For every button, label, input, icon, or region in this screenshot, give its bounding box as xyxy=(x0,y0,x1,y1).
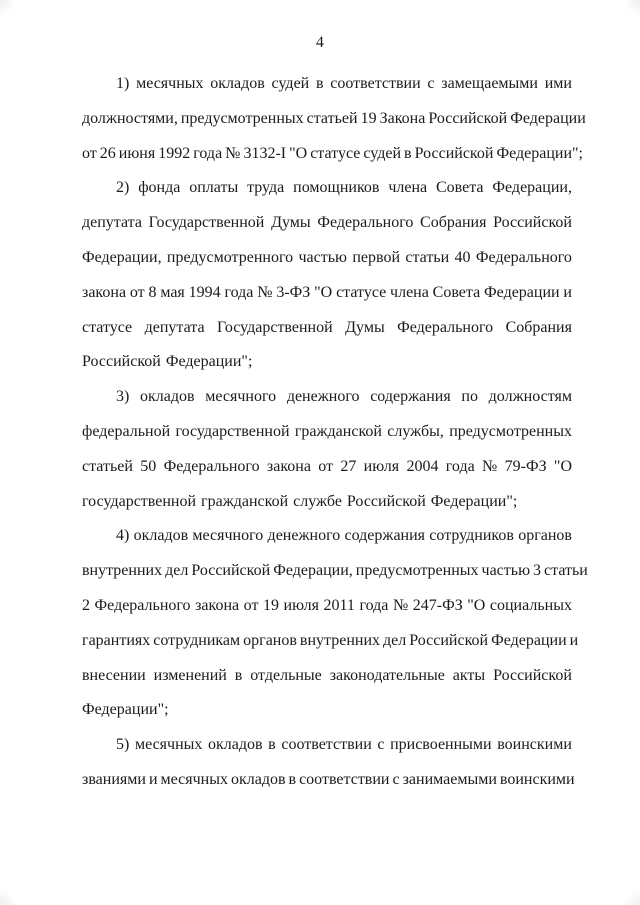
word: Федерального xyxy=(397,318,494,336)
word: 4) xyxy=(116,527,130,545)
word: соответствии xyxy=(299,770,390,788)
word: 3-ФЗ xyxy=(276,283,311,301)
word: от xyxy=(318,457,334,475)
word: Федерального xyxy=(475,248,572,266)
word: дел xyxy=(165,562,189,580)
word: Российской xyxy=(191,562,271,580)
word: в xyxy=(234,666,243,684)
word: статьи xyxy=(405,248,450,266)
word: года xyxy=(359,596,389,614)
word: Федерации xyxy=(510,109,586,127)
word: № xyxy=(225,144,241,162)
text-line xyxy=(82,311,572,346)
word: депутата xyxy=(144,318,205,336)
word: и xyxy=(148,770,158,788)
word: 2 xyxy=(82,596,90,614)
word: окладов xyxy=(230,770,286,788)
word: присвоенными xyxy=(390,736,492,754)
word: и xyxy=(569,631,579,649)
text-line xyxy=(82,450,572,485)
word: изменений xyxy=(153,666,227,684)
word: Федерации"; xyxy=(496,144,583,162)
word: содержания xyxy=(370,388,451,406)
word: месячных xyxy=(160,770,228,788)
word: Думы xyxy=(345,318,385,336)
word: 1) xyxy=(116,75,130,92)
word: 3) xyxy=(116,388,130,406)
word: внесении xyxy=(82,666,146,684)
word: в xyxy=(268,736,276,754)
word: в xyxy=(288,770,297,788)
word: Думы xyxy=(271,214,311,232)
word: месячного xyxy=(205,388,277,406)
word: внутренних xyxy=(82,562,163,580)
word: "О xyxy=(553,457,572,475)
word: 27 xyxy=(340,457,357,475)
word: Федерального xyxy=(317,214,414,232)
text-line: Федерации"; xyxy=(82,701,169,719)
word: 8 xyxy=(148,283,157,301)
word: 247-ФЗ xyxy=(412,596,463,614)
word: занимаемыми xyxy=(402,770,497,788)
word: предусмотренного xyxy=(166,248,294,266)
text-line xyxy=(82,659,572,694)
word: воинскими xyxy=(497,736,572,754)
text-line xyxy=(82,763,575,798)
word: первой xyxy=(352,248,400,266)
word: окладов xyxy=(133,527,189,545)
word: Российской xyxy=(493,214,572,232)
word: ими xyxy=(544,75,572,92)
word: отдельные xyxy=(250,666,322,684)
text-line: Российской Федерации"; xyxy=(82,353,253,371)
word: 50 xyxy=(140,457,157,475)
text-line xyxy=(82,276,572,311)
word: члена xyxy=(390,283,429,301)
word: Собрания xyxy=(420,214,487,232)
word: 19 xyxy=(360,109,377,127)
word: Закона xyxy=(379,109,426,127)
word: № xyxy=(257,283,273,301)
text-line xyxy=(82,415,572,450)
word: 5) xyxy=(116,736,130,754)
word: окладов xyxy=(210,75,265,92)
word: 19 xyxy=(262,596,279,614)
word: судей xyxy=(363,144,402,162)
word: года xyxy=(445,457,475,475)
page-number: 4 xyxy=(315,34,325,51)
word: 3 xyxy=(533,562,542,580)
word: депутата xyxy=(82,214,142,232)
word: дел xyxy=(383,631,407,649)
word: № xyxy=(482,457,498,475)
word: в xyxy=(404,144,412,162)
word: соответствии xyxy=(281,736,372,754)
text-line xyxy=(82,171,572,206)
word: Федерации, xyxy=(492,179,572,197)
word: 2011 xyxy=(323,596,355,614)
word: Государственной xyxy=(216,318,333,336)
word: 26 xyxy=(99,144,116,162)
word: статьей xyxy=(82,457,133,475)
word: "О xyxy=(314,283,333,301)
word: частью xyxy=(481,562,531,580)
word: в xyxy=(315,75,324,92)
word: Государственной xyxy=(148,214,265,232)
word: года xyxy=(193,144,223,162)
text-line: государственной гражданской службе Российской Федерации"; xyxy=(82,492,518,510)
word: органов xyxy=(243,631,297,649)
word: социальных xyxy=(489,596,572,614)
word: от xyxy=(129,283,145,301)
word: предусмотренных xyxy=(449,422,572,440)
word: предусмотренных xyxy=(355,562,479,580)
word: сотрудников xyxy=(429,527,514,545)
word: Федерального xyxy=(94,596,191,614)
word: воинскими xyxy=(499,770,575,788)
word: Российской xyxy=(428,109,508,127)
word: статусе xyxy=(82,318,133,336)
word: фонда xyxy=(138,179,181,197)
text-line xyxy=(82,589,572,624)
document-body xyxy=(0,67,640,798)
word: окладов xyxy=(140,388,195,406)
word: законодательные xyxy=(329,666,445,684)
word: замещаемыми xyxy=(441,75,538,92)
text-line xyxy=(82,519,572,554)
word: Совета xyxy=(436,179,484,197)
word: члена xyxy=(388,179,428,197)
word: 79-ФЗ xyxy=(504,457,547,475)
text-line xyxy=(82,137,583,172)
word: № xyxy=(392,596,409,614)
word: содержания xyxy=(344,527,426,545)
word: "О xyxy=(467,596,486,614)
word: статьи xyxy=(544,562,588,580)
word: частью xyxy=(298,248,347,266)
word: Федерации xyxy=(484,283,560,301)
word: 2) xyxy=(116,179,130,197)
word: акты xyxy=(452,666,486,684)
word: Российской xyxy=(493,666,572,684)
word: судей xyxy=(271,75,310,92)
word: Российской xyxy=(409,631,489,649)
word: государственной xyxy=(175,422,290,440)
word: 3132-I xyxy=(243,144,287,162)
word: внутренних xyxy=(299,631,381,649)
text-line xyxy=(82,728,572,763)
word: от xyxy=(243,596,259,614)
word: федеральной xyxy=(82,422,171,440)
text-line xyxy=(82,624,579,659)
word: службы, xyxy=(387,422,444,440)
word: званиями xyxy=(82,770,146,788)
word: закона xyxy=(82,283,127,301)
word: июня xyxy=(118,144,156,162)
word: июля xyxy=(283,596,319,614)
word: должностям xyxy=(488,388,572,406)
word: денежного xyxy=(267,527,341,545)
word: Федерации, xyxy=(273,562,353,580)
word: по xyxy=(461,388,478,406)
word: труда xyxy=(247,179,285,197)
text-line xyxy=(82,241,572,276)
word: статьей xyxy=(306,109,358,127)
word: Российской xyxy=(414,144,494,162)
word: окладов xyxy=(208,736,263,754)
word: месячных xyxy=(134,736,203,754)
word: с xyxy=(377,736,385,754)
word: предусмотренных xyxy=(180,109,304,127)
text-line xyxy=(82,102,586,137)
word: "О xyxy=(289,144,308,162)
word: года xyxy=(224,283,254,301)
word: мая xyxy=(160,283,185,301)
word: Федерального xyxy=(163,457,260,475)
word: 1994 xyxy=(188,283,221,301)
word: от xyxy=(82,144,97,162)
word: статусе xyxy=(310,144,361,162)
word: соответствии xyxy=(330,75,421,92)
word: 40 xyxy=(454,248,471,266)
word: органов xyxy=(518,527,572,545)
word: закона xyxy=(195,596,240,614)
word: июля xyxy=(363,457,400,475)
word: оплаты xyxy=(189,179,239,197)
word: с xyxy=(392,770,400,788)
word: денежного xyxy=(286,388,360,406)
word: помощников xyxy=(293,179,380,197)
word: сотрудникам xyxy=(153,631,241,649)
word: гражданской xyxy=(294,422,382,440)
word: закона xyxy=(266,457,311,475)
word: статусе xyxy=(336,283,387,301)
text-line xyxy=(82,380,572,415)
word: Совета xyxy=(432,283,481,301)
word: должностями, xyxy=(82,109,178,127)
word: 1992 xyxy=(158,144,191,162)
word: с xyxy=(427,75,435,92)
word: гарантиях xyxy=(82,631,151,649)
text-line xyxy=(82,206,572,241)
text-line xyxy=(82,67,572,102)
word: Федерации, xyxy=(82,248,162,266)
word: Собрания xyxy=(505,318,572,336)
word: месячных xyxy=(136,75,204,92)
word: и xyxy=(563,283,572,301)
word: Федерации xyxy=(491,631,567,649)
word: месячного xyxy=(192,527,264,545)
text-line xyxy=(82,554,588,589)
word: 2004 xyxy=(406,457,439,475)
